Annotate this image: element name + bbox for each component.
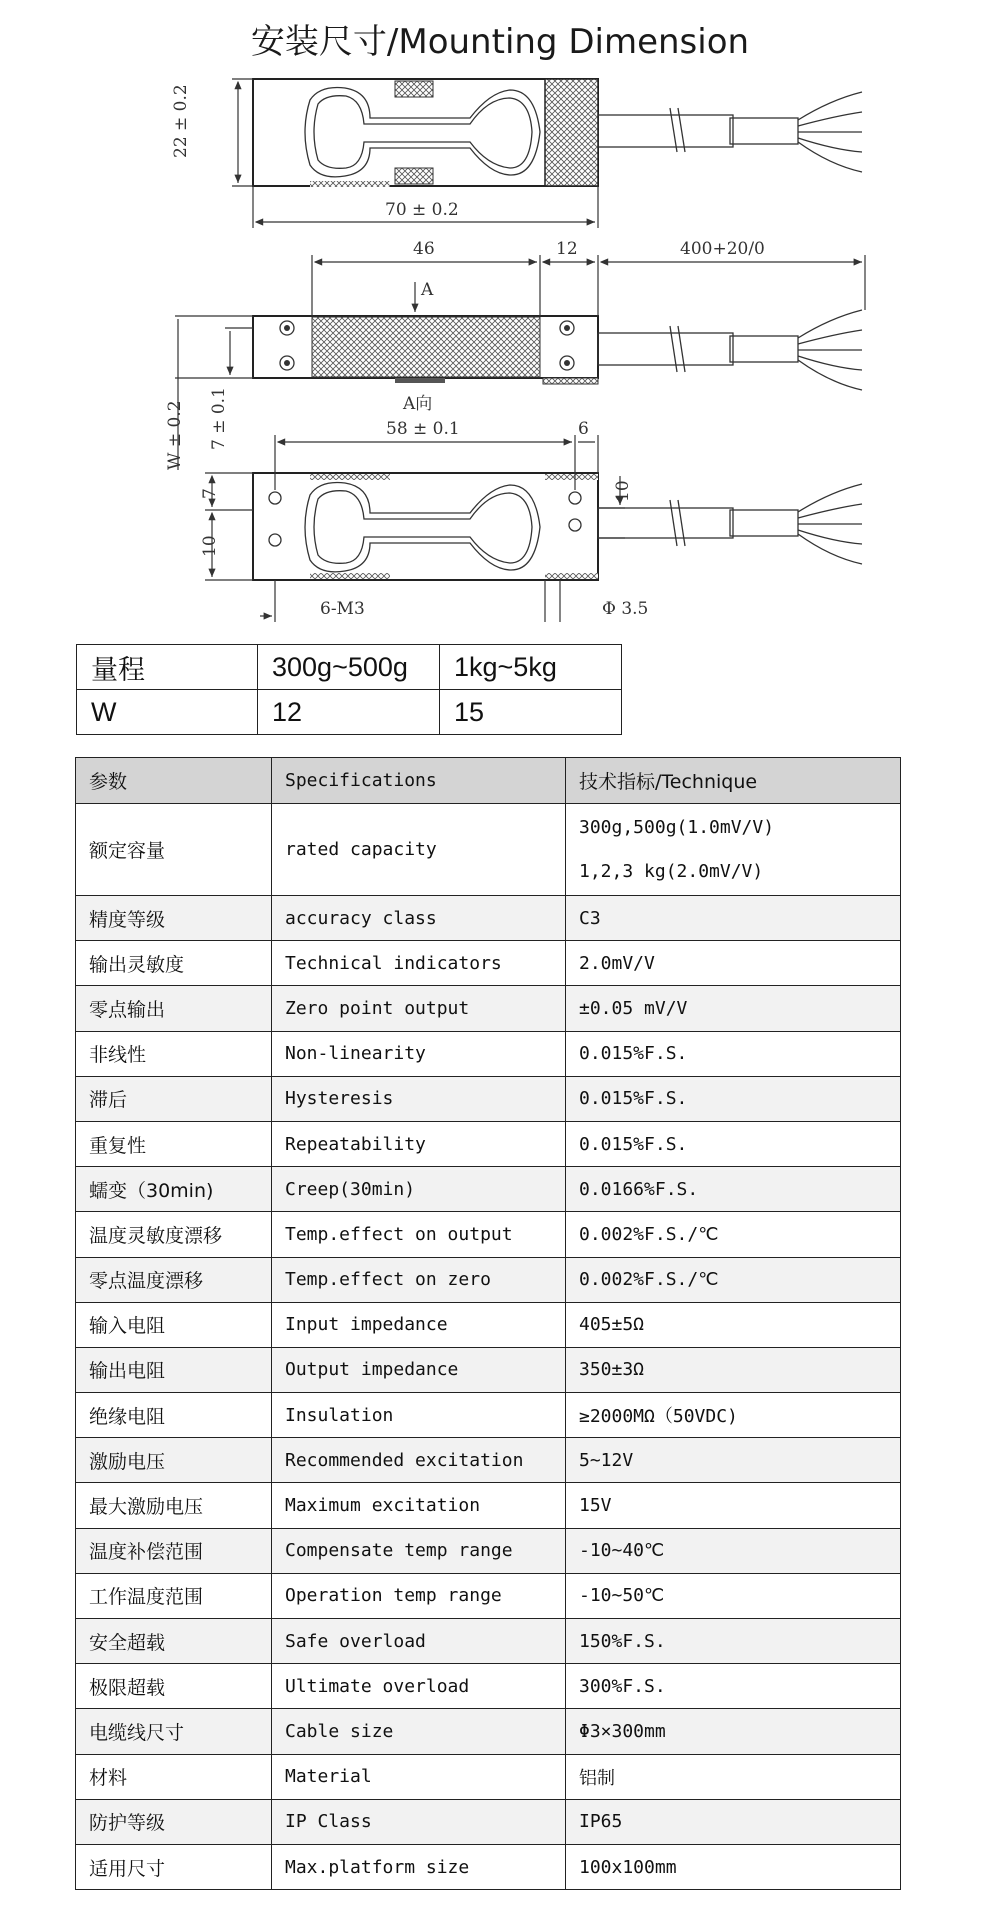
spec-en-cell: Safe overload <box>272 1619 566 1664</box>
mounting-dimension-drawing <box>0 0 1000 640</box>
spec-value-cell: 15V <box>566 1483 901 1528</box>
dim-12-label: 12 <box>556 239 578 259</box>
spec-cn-cell: 重复性 <box>76 1121 272 1166</box>
view-a-label: A向 <box>403 394 433 414</box>
dim-58-label: 58 ± 0.1 <box>386 419 460 439</box>
spec-cn-cell: 输出灵敏度 <box>76 941 272 986</box>
spec-cn-cell: 温度补偿范围 <box>76 1528 272 1573</box>
rated-value-1: 300g,500g(1.0mV/V) <box>579 816 775 838</box>
spec-value-cell: C3 <box>566 896 901 941</box>
spec-en-cell: Ultimate overload <box>272 1664 566 1709</box>
spec-value-cell: -10~40℃ <box>566 1528 901 1573</box>
table-row <box>77 690 622 735</box>
spec-en-cell: Creep(30min) <box>272 1167 566 1212</box>
range-value-cell: 1kg~5kg <box>440 645 622 690</box>
table-row <box>76 896 901 941</box>
spec-value-cell: 铝制 <box>566 1754 901 1799</box>
table-row <box>76 1302 901 1347</box>
table-row <box>76 1754 901 1799</box>
spec-en-cell: accuracy class <box>272 896 566 941</box>
spec-cn-cell: 温度灵敏度漂移 <box>76 1212 272 1257</box>
spec-table <box>75 757 901 1890</box>
spec-en-cell: Max.platform size <box>272 1844 566 1889</box>
dim-7b-label: 7 ± 0.1 <box>209 387 229 450</box>
spec-cn-cell: 精度等级 <box>76 896 272 941</box>
spec-cn-cell: 极限超载 <box>76 1664 272 1709</box>
table-row <box>76 1709 901 1754</box>
page-title: 安装尺寸/Mounting Dimension <box>250 22 750 62</box>
table-row <box>76 1483 901 1528</box>
rated-value-2: 1,2,3 kg(2.0mV/V) <box>579 860 764 882</box>
dim-6-label: 6 <box>578 419 589 439</box>
table-row <box>76 941 901 986</box>
spec-value-cell: 350±3Ω <box>566 1347 901 1392</box>
spec-value-cell: 5~12V <box>566 1438 901 1483</box>
table-row <box>76 1031 901 1076</box>
table-row <box>76 1619 901 1664</box>
table-row <box>76 1438 901 1483</box>
spec-en-cell: Operation temp range <box>272 1573 566 1618</box>
dim-400-label: 400+20/0 <box>680 239 765 259</box>
table-row <box>76 804 901 896</box>
spec-value-cell: ±0.05 mV/V <box>566 986 901 1031</box>
spec-cn-cell: 材料 <box>76 1754 272 1799</box>
table-row <box>76 1528 901 1573</box>
table-row <box>76 1799 901 1844</box>
spec-value-cell: 0.002%F.S./℃ <box>566 1257 901 1302</box>
spec-cn-cell: 工作温度范围 <box>76 1573 272 1618</box>
dim-22-label: 22 ± 0.2 <box>171 84 191 158</box>
spec-en-cell: Repeatability <box>272 1121 566 1166</box>
dim-10-label: 10 <box>200 535 220 557</box>
table-row <box>76 986 901 1031</box>
spec-value-cell <box>566 804 901 896</box>
spec-value-cell: 150%F.S. <box>566 1619 901 1664</box>
dim-w-label: W ± 0.2 <box>165 400 185 470</box>
spec-value-cell: 300%F.S. <box>566 1664 901 1709</box>
front-view <box>165 239 865 470</box>
spec-value-cell: 0.0166%F.S. <box>566 1167 901 1212</box>
spec-cn-cell: 安全超载 <box>76 1619 272 1664</box>
spec-en-cell: Compensate temp range <box>272 1528 566 1573</box>
spec-cn-cell: 零点温度漂移 <box>76 1257 272 1302</box>
spec-value-cell: 2.0mV/V <box>566 941 901 986</box>
spec-en-cell: Hysteresis <box>272 1076 566 1121</box>
spec-value-cell: IP65 <box>566 1799 901 1844</box>
table-row <box>76 1257 901 1302</box>
spec-cn-cell: 零点输出 <box>76 986 272 1031</box>
dim-46-label: 46 <box>413 239 435 259</box>
spec-en-cell: rated capacity <box>272 804 566 896</box>
spec-cn-cell: 蠕变（30min) <box>76 1167 272 1212</box>
spec-value-cell: 0.002%F.S./℃ <box>566 1212 901 1257</box>
table-row <box>76 1076 901 1121</box>
spec-value-cell: 0.015%F.S. <box>566 1031 901 1076</box>
spec-cn-cell: 非线性 <box>76 1031 272 1076</box>
spec-cn-cell: 适用尺寸 <box>76 1844 272 1889</box>
range-value-cell: 300g~500g <box>258 645 440 690</box>
spec-value-cell: 0.015%F.S. <box>566 1076 901 1121</box>
dim-70-label: 70 ± 0.2 <box>385 200 459 220</box>
spec-value-cell: ≥2000MΩ（50VDC) <box>566 1393 901 1438</box>
spec-value-cell: 0.015%F.S. <box>566 1121 901 1166</box>
spec-en-cell: Maximum excitation <box>272 1483 566 1528</box>
spec-cn-cell: 绝缘电阻 <box>76 1393 272 1438</box>
w-value-cell: 15 <box>440 690 622 735</box>
spec-en-cell: Zero point output <box>272 986 566 1031</box>
spec-en-cell: Cable size <box>272 1709 566 1754</box>
spec-en-cell: Insulation <box>272 1393 566 1438</box>
spec-en-cell: Output impedance <box>272 1347 566 1392</box>
range-table <box>76 644 622 735</box>
spec-value-cell: 405±5Ω <box>566 1302 901 1347</box>
spec-en-cell: Material <box>272 1754 566 1799</box>
spec-en-cell: Temp.effect on output <box>272 1212 566 1257</box>
range-label-cell: 量程 <box>77 645 258 690</box>
table-row <box>76 1167 901 1212</box>
spec-cn-cell: 电缆线尺寸 <box>76 1709 272 1754</box>
spec-en-cell: Recommended excitation <box>272 1438 566 1483</box>
spec-en-cell: Temp.effect on zero <box>272 1257 566 1302</box>
spec-cn-cell: 滞后 <box>76 1076 272 1121</box>
spec-cn-cell: 输入电阻 <box>76 1302 272 1347</box>
table-row <box>77 645 622 690</box>
w-value-cell: 12 <box>258 690 440 735</box>
spec-value-cell: Φ3×300mm <box>566 1709 901 1754</box>
table-row <box>76 1664 901 1709</box>
w-label-cell: W <box>77 690 258 735</box>
view-a-arrow-label: A <box>421 280 434 300</box>
table-row <box>76 1121 901 1166</box>
spec-cn-cell: 防护等级 <box>76 1799 272 1844</box>
spec-cn-cell: 最大激励电压 <box>76 1483 272 1528</box>
spec-cn-cell: 激励电压 <box>76 1438 272 1483</box>
spec-header-row <box>76 758 901 804</box>
spec-value-cell: 100x100mm <box>566 1844 901 1889</box>
dim-6m3-label: 6-M3 <box>320 599 365 619</box>
header-technique: 技术指标/Technique <box>566 758 901 804</box>
spec-en-cell: Non-linearity <box>272 1031 566 1076</box>
table-row <box>76 1347 901 1392</box>
top-view <box>171 79 862 228</box>
dim-7-label: 7 <box>200 488 220 499</box>
spec-en-cell: IP Class <box>272 1799 566 1844</box>
table-row <box>76 1393 901 1438</box>
header-param: 参数 <box>76 758 272 804</box>
spec-cn-cell: 输出电阻 <box>76 1347 272 1392</box>
spec-en-cell: Technical indicators <box>272 941 566 986</box>
dim-10r-label: 10 <box>613 480 633 502</box>
table-row <box>76 1844 901 1889</box>
spec-cn-cell: 额定容量 <box>76 804 272 896</box>
header-specifications: Specifications <box>272 758 566 804</box>
table-row <box>76 1573 901 1618</box>
bottom-view <box>200 419 862 622</box>
table-row <box>76 1212 901 1257</box>
spec-en-cell: Input impedance <box>272 1302 566 1347</box>
spec-value-cell: -10~50℃ <box>566 1573 901 1618</box>
dim-phi-label: Φ 3.5 <box>602 599 649 619</box>
